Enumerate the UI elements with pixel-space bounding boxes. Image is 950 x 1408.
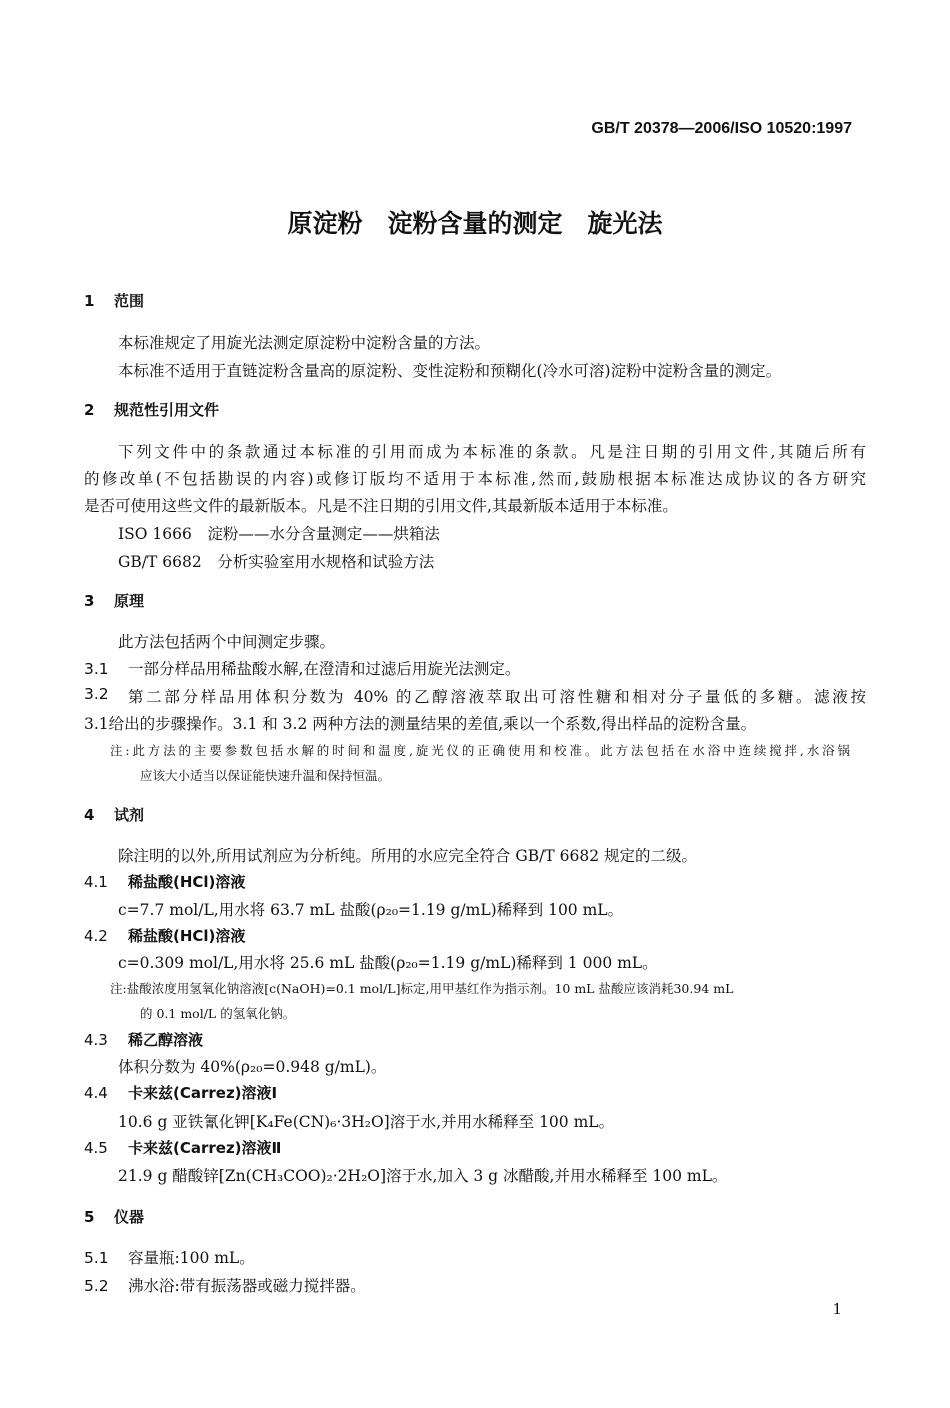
clause-4-5-number: 4.5 (84, 1139, 108, 1157)
section-5-title: 仪器 (114, 1208, 145, 1226)
section-4-paragraph-1: 除注明的以外,所用试剂应为分析纯。所用的水应完全符合 GB/T 6682 规定的二级。 (118, 847, 697, 865)
section-3-note-line-1: 注:此方法的主要参数包括水解的时间和温度,旋光仪的正确使用和校准。此方法包括在水浴中连续搅拌,水浴锅 (110, 743, 850, 758)
section-4-heading (84, 804, 144, 825)
section-3-heading (84, 590, 144, 611)
section-1-paragraph-1: 本标准规定了用旋光法测定原淀粉中淀粉含量的方法。 (118, 334, 491, 352)
section-2-title: 规范性引用文件 (114, 401, 220, 419)
clause-5-1-number: 5.1 (84, 1249, 109, 1267)
clause-5-2-number: 5.2 (84, 1277, 109, 1295)
reference-gbt-6682: GB/T 6682 分析实验室用水规格和试验方法 (118, 553, 435, 571)
clause-3-2-number: 3.2 (84, 685, 109, 703)
section-2-line-2: 的修改单(不包括勘误的内容)或修订版均不适用于本标准,然而,鼓励根据本标准达成协议的各方研究 (84, 470, 866, 488)
section-2-line-1: 下列文件中的条款通过本标准的引用而成为本标准的条款。凡是注日期的引用文件,其随后所有 (118, 443, 866, 461)
section-4-title: 试剂 (114, 806, 145, 824)
clause-4-3-heading (84, 1029, 203, 1050)
clause-5-1-text: 容量瓶:100 mL。 (128, 1249, 255, 1267)
section-5-heading (84, 1206, 144, 1227)
clause-5-2 (84, 1274, 366, 1296)
reference-iso-1666: ISO 1666 淀粉——水分含量测定——烘箱法 (118, 525, 440, 543)
section-2-heading (84, 399, 219, 420)
clause-4-1-title: 稀盐酸(HCl)溶液 (128, 873, 246, 891)
section-3-note-line-2: 应该大小适当以保证能快速升温和保持恒温。 (140, 768, 391, 783)
section-4-number: 4 (84, 806, 95, 824)
clause-4-5-title: 卡来兹(Carrez)溶液Ⅱ (128, 1139, 282, 1157)
section-1-paragraph-2: 本标准不适用于直链淀粉含量高的原淀粉、变性淀粉和预糊化(冷水可溶)淀粉中淀粉含量的测定。 (118, 362, 782, 380)
clause-3-2-line-1 (84, 685, 866, 707)
clause-4-2-title: 稀盐酸(HCl)溶液 (128, 927, 246, 945)
clause-4-3-text: 体积分数为 40%(ρ₂₀=0.948 g/mL)。 (118, 1058, 387, 1076)
clause-4-5-heading (84, 1137, 281, 1158)
clause-3-2-line-2: 3.1给出的步骤操作。3.1 和 3.2 两种方法的测量结果的差值,乘以一个系数,得出样品的淀粉含量。 (84, 715, 757, 733)
clause-4-2-number: 4.2 (84, 927, 108, 945)
section-3-title: 原理 (114, 592, 145, 610)
clause-4-2-heading (84, 925, 245, 946)
standard-code: GB/T 20378—2006/ISO 10520:1997 (591, 120, 852, 137)
clause-5-2-text: 沸水浴:带有振荡器或磁力搅拌器。 (128, 1277, 366, 1295)
section-4-note-line-1: 注:盐酸浓度用氢氧化钠溶液[c(NaOH)=0.1 mol/L]标定,用甲基红作为指示剂。10 mL 盐酸应该消耗30.94 mL (110, 981, 734, 996)
clause-4-1-number: 4.1 (84, 873, 108, 891)
clause-3-1-text: 一部分样品用稀盐酸水解,在澄清和过滤后用旋光法测定。 (128, 660, 521, 678)
clause-3-1-number: 3.1 (84, 660, 109, 678)
clause-4-3-title: 稀乙醇溶液 (128, 1031, 204, 1049)
section-2-line-3: 是否可使用这些文件的最新版本。凡是不注日期的引用文件,其最新版本适用于本标准。 (84, 497, 678, 515)
clause-4-4-text: 10.6 g 亚铁氰化钾[K₄Fe(CN)₆·3H₂O]溶于水,并用水稀释至 100 mL。 (118, 1113, 615, 1131)
section-3-paragraph-1: 此方法包括两个中间测定步骤。 (118, 633, 336, 651)
section-1-number: 1 (84, 292, 95, 310)
clause-4-4-number: 4.4 (84, 1084, 108, 1102)
clause-4-4-title: 卡来兹(Carrez)溶液Ⅰ (128, 1084, 278, 1102)
clause-4-4-heading (84, 1082, 277, 1103)
clause-4-3-number: 4.3 (84, 1031, 108, 1049)
section-1-title: 范围 (114, 292, 145, 310)
section-4-note-line-2: 的 0.1 mol/L 的氢氧化钠。 (140, 1006, 296, 1021)
page-number: 1 (832, 1300, 842, 1318)
section-1-heading (84, 290, 144, 311)
clause-4-2-text: c=0.309 mol/L,用水将 25.6 mL 盐酸(ρ₂₀=1.19 g/mL)稀释到 1 000 mL。 (118, 954, 658, 972)
clause-4-5-text: 21.9 g 醋酸锌[Zn(CH₃COO)₂·2H₂O]溶于水,加入 3 g 冰醋酸,并用水稀释至 100 mL。 (118, 1167, 728, 1185)
section-2-number: 2 (84, 401, 95, 419)
clause-4-1-text: c=7.7 mol/L,用水将 63.7 mL 盐酸(ρ₂₀=1.19 g/mL)稀释到 100 mL。 (118, 901, 624, 919)
section-5-number: 5 (84, 1208, 95, 1226)
clause-3-2-text: 第二部分样品用体积分数为 40% 的乙醇溶液萃取出可溶性糖和相对分子量低的多糖。滤液按 (128, 688, 866, 706)
section-3-number: 3 (84, 592, 95, 610)
clause-3-1 (84, 657, 520, 679)
clause-5-1 (84, 1246, 255, 1268)
document-title: 原淀粉 淀粉含量的测定 旋光法 (287, 209, 663, 238)
clause-4-1-heading (84, 871, 245, 892)
